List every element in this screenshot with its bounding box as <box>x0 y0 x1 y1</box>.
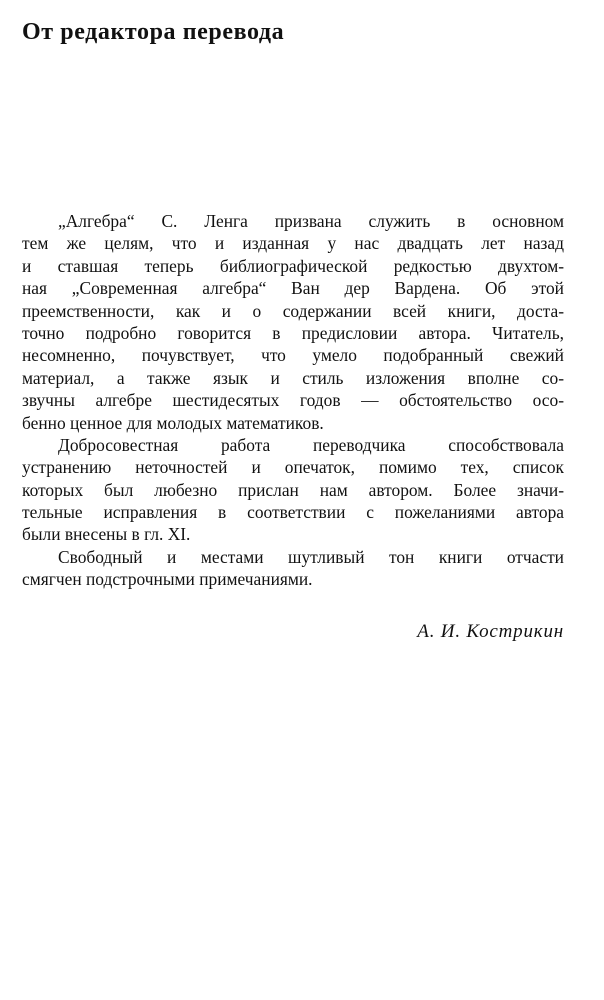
paragraph-2 <box>22 434 564 546</box>
text-line: точно подробно говорится в предисловии автора. Читатель, <box>22 322 564 343</box>
page-title: От редактора перевода <box>22 19 285 45</box>
text-line: смягчен подстрочными примечаниями. <box>22 569 313 590</box>
text-line: устранению неточностей и опечаток, помимо тех, список <box>22 457 564 478</box>
text-line: и ставшая теперь библиографической редкостью двухтом- <box>22 255 564 276</box>
text-line: тельные исправления в соответствии с пожеланиями автора <box>22 502 564 523</box>
text-line: Добросовестная работа переводчика способствовала <box>58 434 564 455</box>
text-line: материал, а также язык и стиль изложения вполне со- <box>22 367 564 388</box>
text-line: которых был любезно прислан нам автором. Более значи- <box>22 479 564 500</box>
text-line: звучны алгебре шестидесятых годов — обстоятельство осо- <box>22 390 564 411</box>
text-line: несомненно, почувствует, что умело подобранный свежий <box>22 345 564 366</box>
author-signature: А. И. Кострикин <box>417 621 564 642</box>
text-line: бенно ценное для молодых математиков. <box>22 412 324 433</box>
text-line: преемственности, как и о содержании всей книги, доста- <box>22 300 564 321</box>
text-line: Свободный и местами шутливый тон книги отчасти <box>58 546 564 567</box>
paragraph-3 <box>22 546 564 591</box>
text-line: ная „Современная алгебра“ Ван дер Вардена. Об этой <box>22 278 564 299</box>
text-line: тем же целям, что и изданная у нас двадцать лет назад <box>22 233 564 254</box>
text-line: „Алгебра“ С. Ленга призвана служить в основном <box>58 211 564 231</box>
text-line: были внесены в гл. XI. <box>22 524 191 545</box>
paragraph-1 <box>22 210 564 434</box>
body-text <box>22 210 564 591</box>
